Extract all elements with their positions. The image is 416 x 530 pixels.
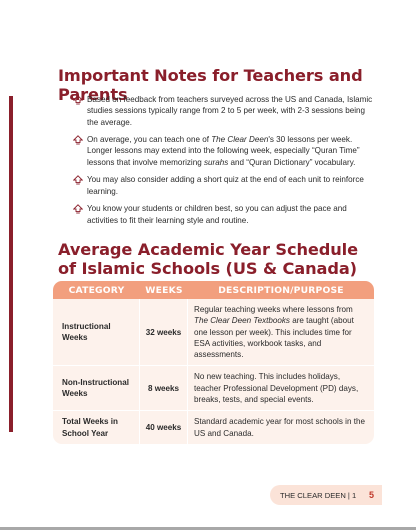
table-header-row [53, 281, 374, 299]
note-item [73, 203, 373, 226]
desc-text: Standard academic year for most schools in the US and Canada. [194, 417, 365, 438]
page-number: 5 [368, 490, 374, 500]
desc-text: Regular teaching weeks where lessons from [194, 305, 353, 314]
row-weeks: 40 weeks [140, 411, 188, 444]
row-category: Instructional Weeks [53, 299, 140, 366]
note-text: You may also consider adding a short quiz at the end of each unit to reinforce learning. [87, 175, 364, 196]
row-category: Non-Instructional Weeks [53, 366, 140, 411]
book-title: The Clear Deen [211, 135, 269, 145]
lightbulb-icon [73, 175, 83, 185]
lightbulb-icon [73, 204, 83, 214]
table-row [53, 366, 374, 411]
note-item [73, 174, 373, 197]
schedule-table [53, 281, 374, 444]
note-text: 's 30 lessons per week. Longer lessons may extend into the following week, especially “Quran Time” lessons that involve memorizing [87, 135, 360, 167]
note-item [73, 134, 373, 168]
row-description [188, 411, 374, 444]
row-weeks: 8 weeks [140, 366, 188, 411]
note-text: You know your students or children best, so you can adjust the pace and activities to fit their learning style and routine. [87, 204, 347, 225]
header-description: DESCRIPTION/PURPOSE [188, 281, 374, 299]
note-text: On average, you can teach one of [87, 135, 212, 145]
lightbulb-icon [73, 95, 83, 105]
row-category: Total Weeks in School Year [53, 411, 140, 444]
table-row [53, 411, 374, 444]
note-text: and “Quran Dictionary” vocabulary. [228, 157, 356, 167]
page-footer [270, 485, 382, 505]
notes-heading: Important Notes for Teachers and Parents [58, 66, 363, 104]
italic-term: surahs [203, 157, 229, 167]
lightbulb-icon [73, 135, 83, 145]
row-description [188, 366, 374, 411]
schedule-heading: Average Academic Year Schedule of Islamic Schools (US & Canada) [58, 240, 359, 278]
note-item [73, 94, 373, 128]
header-weeks: WEEKS [140, 281, 188, 299]
desc-italic: The Clear Deen Textbooks [194, 316, 290, 326]
note-text: Based on feedback from teachers surveyed across the US and Canada, Islamic studies sessions typically range from 2 to 5 per week, with 2-3 sessions being the average. [87, 95, 373, 127]
footer-label: THE CLEAR DEEN | 1 [280, 490, 357, 500]
row-description [188, 299, 374, 366]
desc-text: are taught (about one lesson per week). This includes time for ESA activities, workbook tasks, and assessments. [194, 316, 354, 360]
table-row [53, 299, 374, 366]
left-accent-bar [9, 96, 13, 432]
notes-list [73, 94, 373, 232]
row-weeks: 32 weeks [140, 299, 188, 366]
header-category: CATEGORY [53, 281, 140, 299]
desc-text: No new teaching. This includes holidays, teacher Professional Development (PD) days, breaks, tests, and special events. [194, 372, 359, 405]
